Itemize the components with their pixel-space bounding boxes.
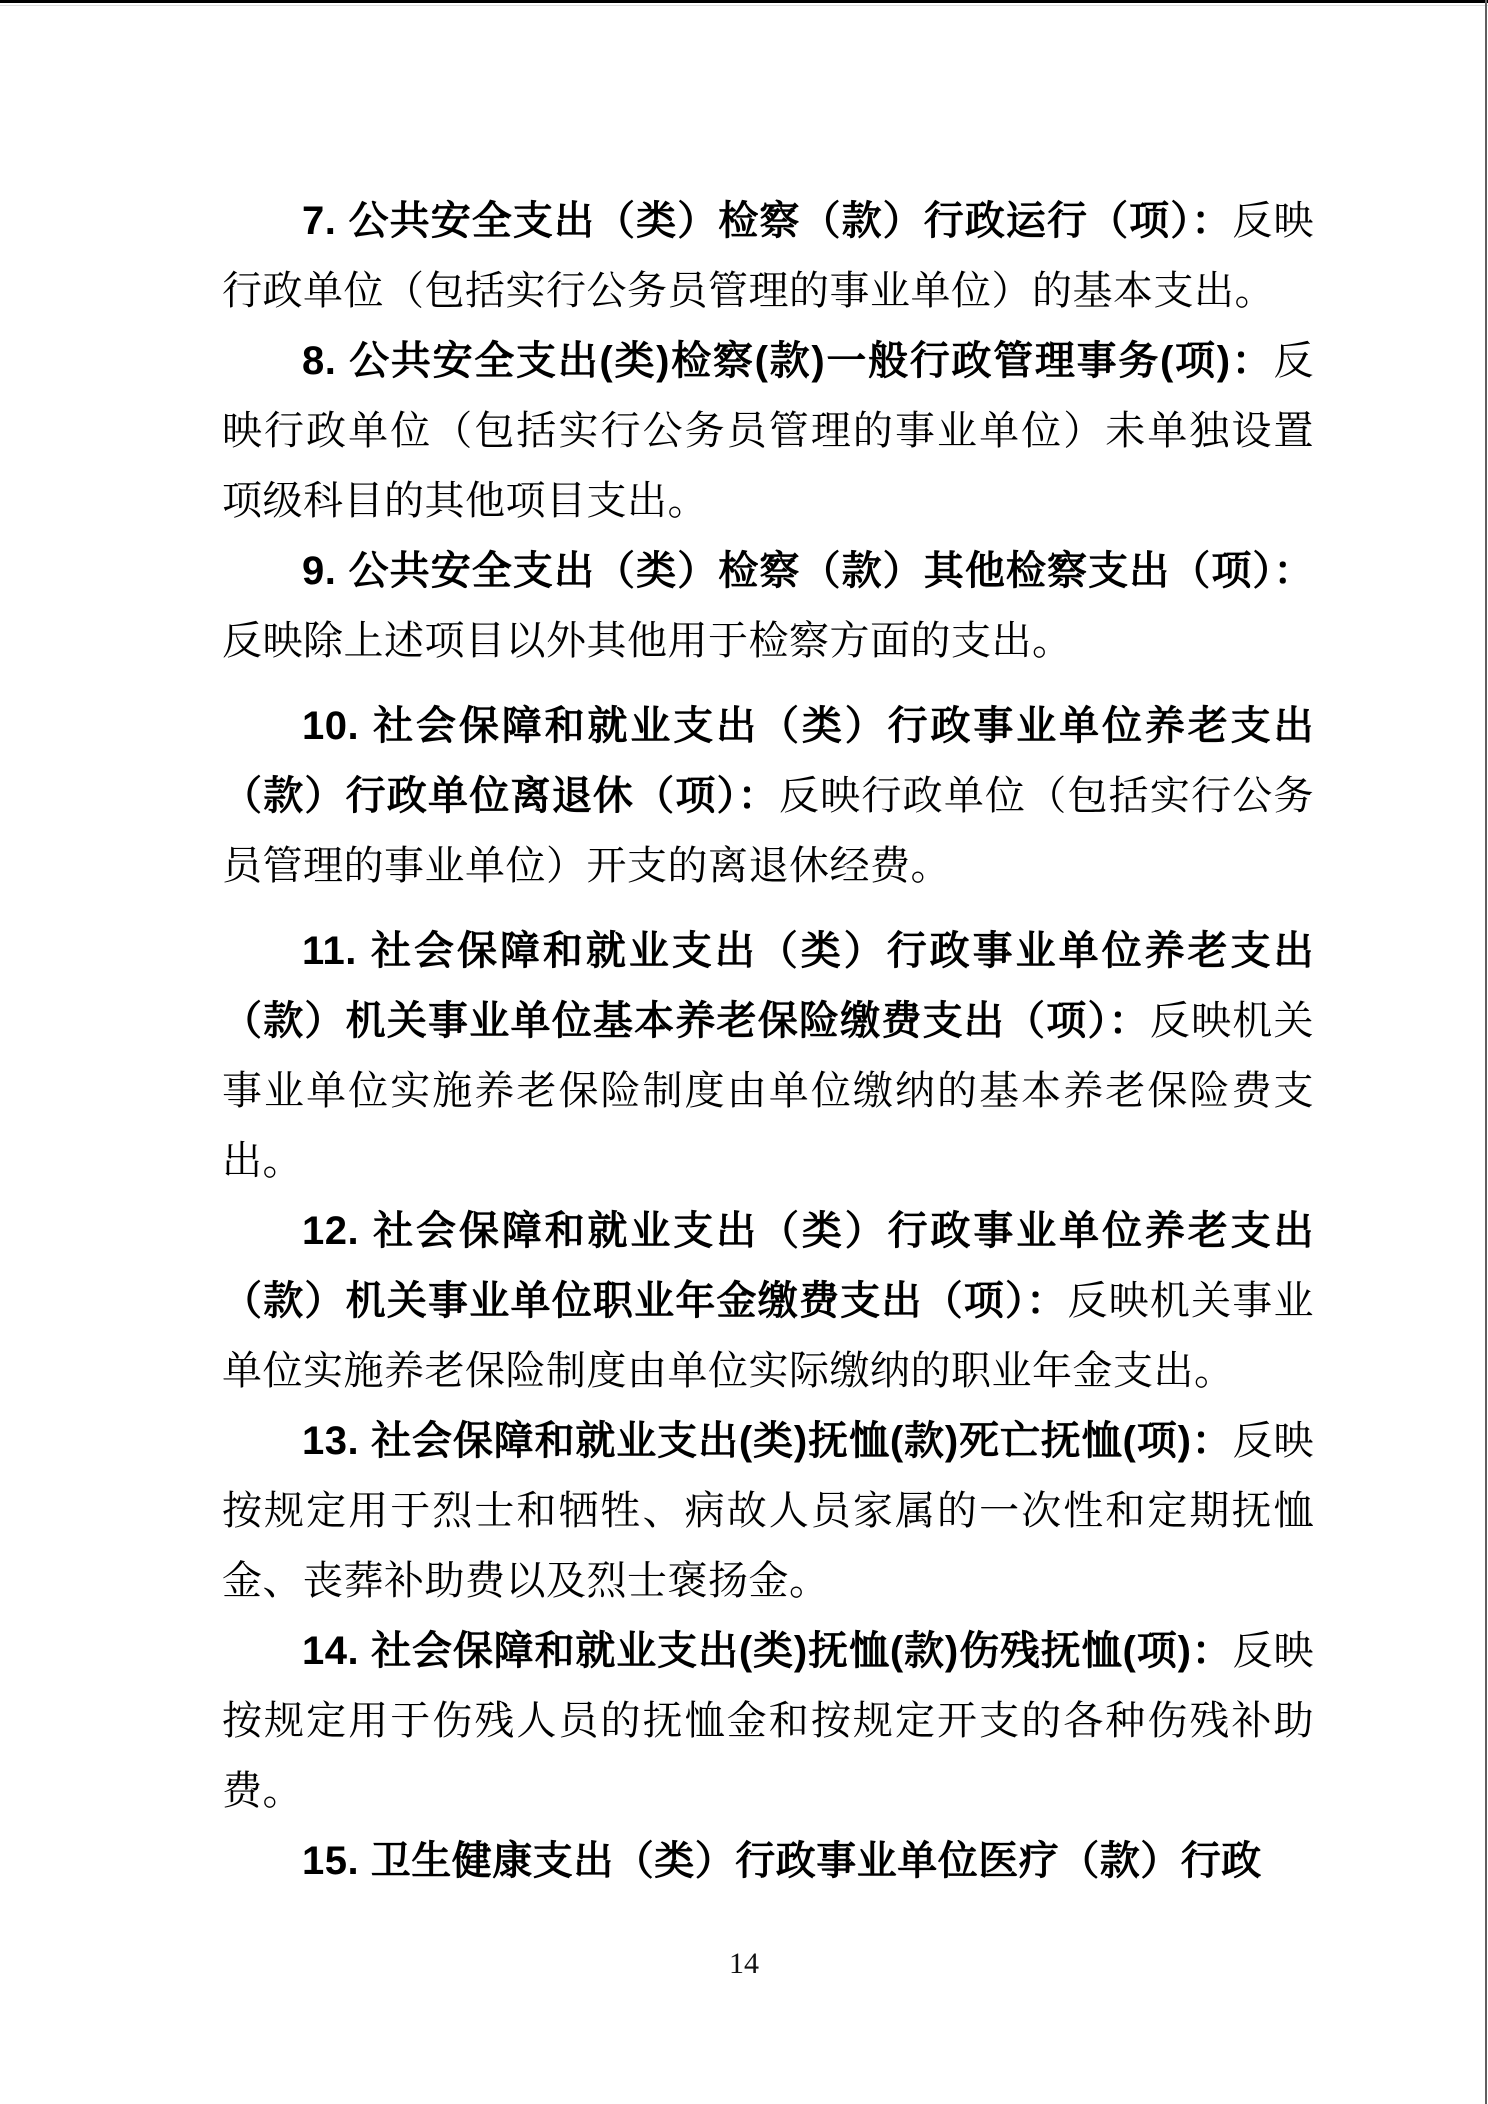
item-13-heading: 13. 社会保障和就业支出(类)抚恤(款)死亡抚恤(项)： (302, 1419, 1233, 1463)
item-11-text: 反映机关事业单位实施养老保险制度由单位缴纳的基本养老保险费支出。 (222, 998, 1315, 1183)
item-7 (222, 186, 1314, 326)
item-15 (222, 1826, 1314, 1896)
item-12 (222, 1196, 1314, 1406)
item-10-heading: 10. 社会保障和就业支出（类）行政事业单位养老支出（款）行政单位离退休（项）： (222, 704, 1314, 818)
scan-edge-top-shadow (0, 5, 1488, 6)
item-12-heading: 12. 社会保障和就业支出（类）行政事业单位养老支出（款）机关事业单位职业年金缴费支出（项）： (222, 1209, 1314, 1323)
item-13-text: 反映按规定用于烈士和牺牲、病故人员家属的一次性和定期抚恤金、丧葬补助费以及烈士褒扬金。 (222, 1418, 1315, 1603)
document-body (222, 186, 1314, 1896)
item-8 (222, 326, 1314, 536)
item-8-text: 反映行政单位（包括实行公务员管理的事业单位）未单独设置项级科目的其他项目支出。 (222, 338, 1314, 523)
item-13 (222, 1406, 1314, 1616)
item-9-text: 反映除上述项目以外其他用于检察方面的支出。 (222, 618, 1073, 663)
item-12-text: 反映机关事业单位实施养老保险制度由单位实际缴纳的职业年金支出。 (222, 1278, 1315, 1393)
item-11-heading: 11. 社会保障和就业支出（类）行政事业单位养老支出（款）机关事业单位基本养老保险缴费支出（项）： (222, 929, 1314, 1043)
scan-edge-top (0, 0, 1488, 3)
item-9 (222, 536, 1314, 676)
item-14 (222, 1616, 1314, 1826)
item-9-heading: 9. 公共安全支出（类）检察（款）其他检察支出（项）： (302, 549, 1314, 593)
item-15-heading: 15. 卫生健康支出（类）行政事业单位医疗（款）行政 (302, 1839, 1262, 1883)
page-number: 14 (729, 1947, 759, 1980)
item-11 (222, 916, 1314, 1196)
item-7-text: 反映行政单位（包括实行公务员管理的事业单位）的基本支出。 (222, 198, 1314, 313)
item-14-text: 反映按规定用于伤残人员的抚恤金和按规定开支的各种伤残补助费。 (222, 1628, 1315, 1813)
item-14-heading: 14. 社会保障和就业支出(类)抚恤(款)伤残抚恤(项)： (302, 1629, 1233, 1673)
item-10-text: 反映行政单位（包括实行公务员管理的事业单位）开支的离退休经费。 (222, 773, 1315, 888)
scan-edge-right (1485, 0, 1487, 2104)
item-8-heading: 8. 公共安全支出(类)检察(款)一般行政管理事务(项)： (302, 339, 1274, 383)
item-7-heading: 7. 公共安全支出（类）检察（款）行政运行（项）： (302, 199, 1233, 243)
item-10 (222, 691, 1314, 901)
